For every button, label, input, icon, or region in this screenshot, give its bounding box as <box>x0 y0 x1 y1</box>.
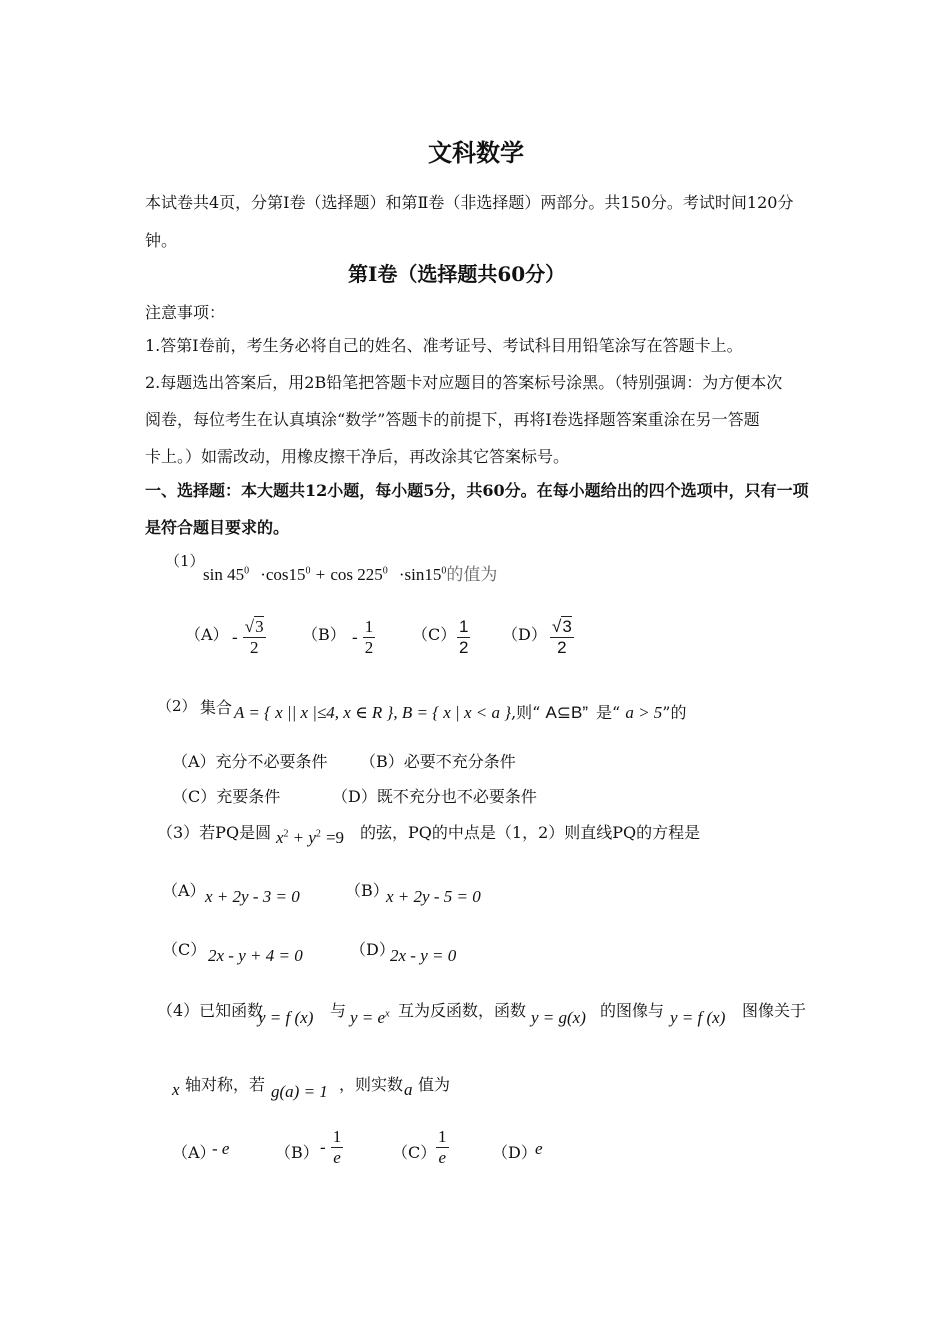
page-title: 文科数学 <box>428 138 524 167</box>
q2-option-c: （C）充要条件 <box>172 787 281 806</box>
q3-option-a: x + 2y - 3 = 0 <box>205 887 300 906</box>
q1-option-d-label: （D） <box>502 625 547 644</box>
q4-f-of-x-2: y = f (x) <box>670 1008 726 1027</box>
q4-option-a: - e <box>212 1139 230 1158</box>
notice-2-line-3: 卡上。）如需改动，用橡皮擦干净后，再改涂其它答案标号。 <box>145 447 570 466</box>
q2-statement: A = { x || x |≤4, x ∈ R }, B = { x | x < a },则“ A⊆B” 是“ a > 5”的 <box>234 703 687 722</box>
q1-option-c-label: （C） <box>412 625 457 644</box>
q4-text-1: （4）已知函数 <box>157 1001 264 1020</box>
q4-g-of-a: g(a) = 1 <box>271 1082 328 1101</box>
q3-option-c-label: （C） <box>162 940 207 959</box>
q4-option-c-label: （C） <box>392 1143 437 1162</box>
q4-exp: $y = e^x$ <box>350 1008 390 1027</box>
q4-option-b-label: （B） <box>275 1143 319 1162</box>
q4-text-6: ，则实数 <box>339 1075 404 1094</box>
intro-line-2: 钟。 <box>145 231 178 250</box>
q2-option-d: （D）既不充分也不必要条件 <box>332 787 537 806</box>
q1-option-b-label: （B） <box>302 625 346 644</box>
q4-text-4: 图像关于 <box>742 1001 807 1020</box>
q3-option-b: x + 2y - 5 = 0 <box>386 887 481 906</box>
q2-option-a: （A）充分不必要条件 <box>172 752 328 771</box>
q2-option-b: （B）必要不充分条件 <box>360 752 516 771</box>
q1-option-c: $\frac{1}{2}$ <box>459 617 469 657</box>
q3-circle-equation: $x^2 + y^2 =9$ <box>276 828 345 847</box>
q4-option-b: - $\frac{1}{e}$ <box>320 1127 342 1167</box>
q4-text-7: 值为 <box>418 1075 451 1094</box>
notice-1: 1.答第Ⅰ卷前，考生务必将自己的姓名、准考证号、考试科目用铅笔涂写在答题卡上。 <box>145 336 743 355</box>
q3-option-b-label: （B） <box>345 881 389 900</box>
intro-line-1: 本试卷共4页，分第Ⅰ卷（选择题）和第Ⅱ卷（非选择题）两部分。共150分。考试时间120分 <box>145 193 794 212</box>
q1-expression: $\sin 45^0 \cdot\cos 15^0 + \cos 225^0 \cdot\sin 15^0$的值为 <box>203 565 498 585</box>
q3-option-c: 2x - y + 4 = 0 <box>208 946 303 965</box>
q4-f-of-x: y = f (x) <box>258 1008 314 1027</box>
q3-option-a-label: （A） <box>162 881 206 900</box>
q1-option-a-label: （A） <box>185 625 229 644</box>
q4-text-2: 互为反函数，函数 <box>398 1001 527 1020</box>
q4-option-a-label: （A） <box>172 1143 216 1162</box>
q1-option-b: - $\frac{1}{2}$ <box>352 617 374 657</box>
q4-option-d-label: （D） <box>492 1143 537 1162</box>
section-title: 第Ⅰ卷（选择题共60分） <box>348 262 566 286</box>
q3-option-d-label: （D） <box>350 940 395 959</box>
q4-g-of-x: y = g(x) <box>531 1008 586 1027</box>
q1-number: （1） <box>165 552 205 570</box>
q4-and: 与 <box>330 1001 347 1020</box>
q4-x-axis: x <box>172 1080 180 1099</box>
q4-a: a <box>404 1080 413 1099</box>
q1-option-a: - $\frac{√3}{2}$ <box>232 617 264 657</box>
q4-option-c: $\frac{1}{e}$ <box>438 1127 447 1167</box>
q4-option-d: e <box>535 1139 543 1158</box>
q1-option-d: $\frac{√3}{2}$ <box>552 617 572 657</box>
q3-text-2: 的弦，PQ的中点是（1，2）则直线PQ的方程是 <box>360 823 701 842</box>
q3-text-1: （3）若PQ是圆 <box>157 823 272 842</box>
q2-lead: 集合 <box>200 698 233 717</box>
part1-instruction-line-2: 是符合题目要求的。 <box>145 518 290 537</box>
q2-number: （2） <box>157 697 197 715</box>
q4-text-3: 的图像与 <box>600 1001 665 1020</box>
part1-instruction-line-1: 一、选择题：本大题共12小题，每小题5分，共60分。在每小题给出的四个选项中，只有一项 <box>145 481 809 500</box>
notice-2-line-1: 2.每题选出答案后，用2B铅笔把答题卡对应题目的答案标号涂黑。（特别强调：为方便本次 <box>145 373 783 392</box>
notice-2-line-2: 阅卷，每位考生在认真填涂“数学”答题卡的前提下，再将Ⅰ卷选择题答案重涂在另一答题 <box>145 410 760 429</box>
q4-text-5: 轴对称，若 <box>185 1075 266 1094</box>
q3-option-d: 2x - y = 0 <box>390 946 457 965</box>
notice-heading: 注意事项： <box>145 303 226 322</box>
